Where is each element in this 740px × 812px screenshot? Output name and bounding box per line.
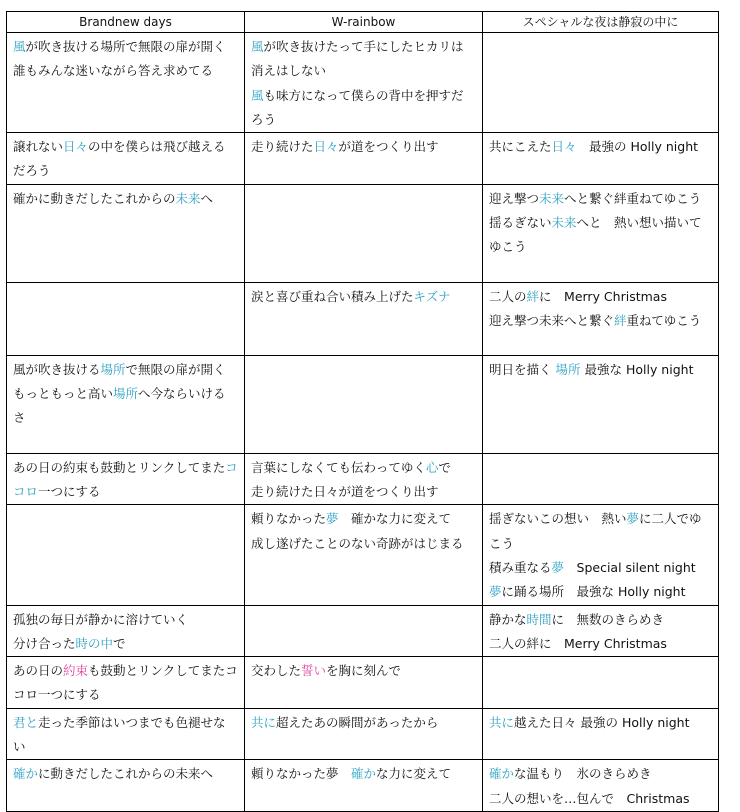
lyric-line <box>251 480 476 504</box>
table-row <box>7 282 719 355</box>
highlighted-word: キズナ <box>413 288 451 304</box>
column-header-w-rainbow: W-rainbow <box>245 12 483 33</box>
table-row <box>7 133 719 185</box>
lyric-cell <box>483 453 719 505</box>
highlighted-word: 場所 <box>100 361 126 377</box>
lyric-line <box>489 787 712 811</box>
highlighted-word: ココロ <box>13 459 238 500</box>
lyric-cell <box>245 505 483 605</box>
lyric-cell <box>245 657 483 709</box>
lyric-text: を胸に刻んで <box>326 663 402 679</box>
lyric-cell <box>483 133 719 185</box>
lyric-text: な温もり 氷のきらめき <box>514 766 652 782</box>
highlighted-word: 未来 <box>551 215 577 231</box>
lyric-cell <box>245 605 483 657</box>
lyric-text: 二人の <box>489 288 527 304</box>
lyric-line <box>489 556 712 580</box>
lyric-text: へ <box>200 190 214 206</box>
lyric-text: もっともっと高い <box>13 386 114 402</box>
lyric-text: 揺ぎないこの想い 熱い <box>489 511 627 527</box>
lyric-text: 確かな力に変えて <box>338 511 452 527</box>
highlighted-word: 時の中 <box>75 635 114 651</box>
lyric-cell <box>7 453 245 505</box>
lyric-text: 二人の想いを…包んで Christmas <box>489 790 690 806</box>
highlighted-word: 未来 <box>175 190 201 206</box>
highlighted-word: 風 <box>13 39 26 54</box>
lyric-line <box>13 382 238 431</box>
lyric-text: で <box>438 459 451 475</box>
lyric-text: へと 熱い想い描いてゆこう <box>489 215 702 255</box>
lyric-text: の中を僕らは飛び越えるだろう <box>13 139 226 179</box>
lyric-text: 超えたあの瞬間があったから <box>276 714 439 730</box>
lyric-cell <box>245 453 483 505</box>
lyric-line <box>489 358 712 382</box>
lyric-cell <box>483 657 719 709</box>
highlighted-word: 風 <box>251 39 264 54</box>
lyric-cell <box>245 133 483 185</box>
lyric-text: 交わした <box>251 663 302 679</box>
lyric-line <box>251 285 476 309</box>
lyric-cell <box>7 505 245 605</box>
lyric-cell <box>483 282 719 355</box>
lyric-text: に踊る場所 最強な Holly night <box>501 584 686 600</box>
lyric-cell <box>245 33 483 133</box>
highlighted-word: 夢 <box>489 584 502 600</box>
lyric-cell <box>245 282 483 355</box>
lyric-text: 静かな <box>489 611 527 627</box>
lyric-text: へ今ならいけるさ <box>13 386 226 426</box>
lyric-line <box>13 608 238 632</box>
lyric-text: Special silent night <box>564 559 696 575</box>
lyric-text: 分け合った <box>13 635 76 651</box>
column-header-brandnew-days: Brandnew days <box>7 12 245 33</box>
highlighted-word: 確か <box>489 766 515 782</box>
lyric-cell <box>245 708 483 760</box>
lyric-text: あの日の <box>13 663 64 679</box>
lyric-cell <box>483 760 719 812</box>
highlighted-word: 絆 <box>614 313 627 329</box>
lyric-line <box>251 135 476 159</box>
lyric-text: 共にこえた <box>489 139 552 155</box>
highlighted-word: 誓い <box>301 663 327 679</box>
highlighted-word: 共に <box>251 714 277 730</box>
lyric-line <box>489 187 712 211</box>
lyric-line <box>251 35 476 84</box>
lyric-line <box>489 762 712 786</box>
lyric-cell <box>483 184 719 282</box>
lyric-line <box>489 632 712 656</box>
highlighted-word: 約束 <box>63 663 89 679</box>
table-row <box>7 505 719 605</box>
highlighted-word: 共に <box>489 714 515 730</box>
highlighted-word: 場所 <box>555 361 581 377</box>
lyric-line <box>13 762 238 786</box>
lyric-text: で <box>113 635 126 651</box>
table-row <box>7 33 719 133</box>
lyric-text: 二人の絆に Merry Christmas <box>489 635 667 651</box>
lyric-cell <box>7 657 245 709</box>
highlighted-word: 夢 <box>326 511 339 527</box>
highlighted-word: 場所 <box>113 386 139 402</box>
lyric-text: 最強の Holly night <box>576 139 699 155</box>
lyric-line <box>489 285 712 309</box>
lyric-line <box>489 507 712 556</box>
lyric-line <box>13 358 238 382</box>
lyric-text: 最強な Holly night <box>580 361 694 377</box>
table-row <box>7 605 719 657</box>
lyric-text: 成し遂げたことのない奇跡がはじまる <box>251 535 464 551</box>
highlighted-word: 未来 <box>539 190 565 206</box>
header-row <box>7 12 719 33</box>
lyric-text: 走り続けた <box>251 139 314 155</box>
lyric-line <box>251 507 476 531</box>
lyric-cell <box>245 355 483 453</box>
lyric-line <box>13 187 238 211</box>
lyric-text: 迎え撃つ未来へと繋ぐ <box>489 313 615 329</box>
lyric-text: 風が吹き抜ける <box>13 361 101 377</box>
lyric-text: 頼りなかった夢 <box>251 766 352 782</box>
lyric-line <box>13 456 238 505</box>
highlighted-word: 日々 <box>313 139 339 155</box>
lyric-line <box>13 35 238 84</box>
lyric-text: 明日を描く <box>489 361 556 377</box>
highlighted-word: 君と <box>13 714 39 730</box>
highlighted-word: 風 <box>251 87 264 103</box>
lyric-line <box>13 659 238 708</box>
lyric-text: 一つにする <box>38 484 101 500</box>
lyric-line <box>489 211 712 260</box>
lyric-text: に Merry Christmas <box>539 288 667 304</box>
lyric-cell <box>483 355 719 453</box>
lyric-text: 走った季節はいつまでも色褪せない <box>13 714 226 755</box>
lyric-cell <box>7 282 245 355</box>
lyric-cell <box>7 355 245 453</box>
lyric-line <box>489 580 712 604</box>
lyric-line <box>489 608 712 632</box>
lyric-text: が吹き抜けたって手にしたヒカリは消えはしない <box>251 39 464 79</box>
highlighted-word: 日々 <box>63 139 89 155</box>
lyric-text: も鼓動とリンクしてまたココロ一つにする <box>13 663 238 703</box>
table-row <box>7 453 719 505</box>
highlighted-word: 時間 <box>526 611 552 627</box>
lyric-text: が吹き抜ける場所で無限の扉が開く 誰もみんな迷いながら答え求めてる <box>13 39 239 79</box>
lyric-text: に動きだしたこれからの未来へ <box>38 766 214 782</box>
lyric-cell <box>245 184 483 282</box>
lyric-line <box>251 659 476 683</box>
lyric-cell <box>483 605 719 657</box>
lyric-text: 重ねてゆこう <box>626 313 702 329</box>
lyric-text: 迎え撃つ <box>489 190 540 206</box>
highlighted-word: 夢 <box>551 559 565 575</box>
lyrics-body <box>7 33 719 812</box>
lyric-text: 涙と喜び重ね合い積み上げた <box>251 288 414 304</box>
lyric-text: 言葉にしなくても伝わってゆく <box>251 459 426 475</box>
table-row <box>7 708 719 760</box>
lyric-cell <box>483 33 719 133</box>
lyric-line <box>251 84 476 133</box>
lyric-cell <box>7 33 245 133</box>
lyric-text: あの日の約束も鼓動とリンクしてまた <box>13 459 226 475</box>
highlighted-word: 確か <box>351 766 377 782</box>
lyric-line <box>13 711 238 760</box>
lyric-text: 譲れない <box>13 139 64 155</box>
lyric-text: 積み重なる <box>489 559 552 575</box>
highlighted-word: 夢 <box>626 511 640 527</box>
lyric-text: へと繋ぐ絆重ねてゆこう <box>564 190 702 206</box>
table-row <box>7 184 719 282</box>
lyric-text: 確かに動きだしたこれからの <box>13 190 176 206</box>
column-header-special-night: スペシャルな夜は静寂の中に <box>483 12 719 33</box>
lyric-text: が道をつくり出す <box>338 139 439 155</box>
lyric-line <box>489 309 712 333</box>
lyric-text: 頼りなかった <box>251 511 327 527</box>
lyric-line <box>489 135 712 159</box>
table-row <box>7 760 719 812</box>
lyric-cell <box>7 708 245 760</box>
lyric-text: に 無数のきらめき <box>551 611 665 627</box>
highlighted-word: 確か <box>13 766 39 782</box>
highlighted-word: 日々 <box>551 139 577 155</box>
lyric-text: も味方になって僕らの背中を押すだろう <box>251 87 464 127</box>
lyric-line <box>251 762 476 786</box>
lyric-cell <box>7 760 245 812</box>
lyric-line <box>251 711 476 735</box>
lyric-line <box>251 532 476 556</box>
lyric-line <box>13 632 238 656</box>
lyric-text: 孤独の毎日が静かに溶けていく <box>13 611 189 627</box>
lyric-line <box>489 711 712 735</box>
highlighted-word: 心 <box>425 459 439 475</box>
lyric-text: 揺るぎない <box>489 215 552 231</box>
table-row <box>7 657 719 709</box>
lyric-text: で無限の扉が開く <box>125 361 226 377</box>
lyric-text: に二人でゆこう <box>489 511 702 551</box>
lyric-cell <box>7 133 245 185</box>
lyric-line <box>251 456 476 480</box>
lyric-cell <box>483 708 719 760</box>
highlighted-word: 絆 <box>526 288 540 304</box>
lyric-line <box>13 135 238 184</box>
lyric-cell <box>7 605 245 657</box>
lyric-cell <box>483 505 719 605</box>
lyrics-comparison-table <box>6 11 719 812</box>
lyric-text: 越えた日々 最強の Holly night <box>514 714 690 730</box>
lyric-cell <box>7 184 245 282</box>
table-row <box>7 355 719 453</box>
lyric-text: 走り続けた日々が道をつくり出す <box>251 484 439 500</box>
lyric-cell <box>245 760 483 812</box>
lyric-text: な力に変えて <box>376 766 452 782</box>
